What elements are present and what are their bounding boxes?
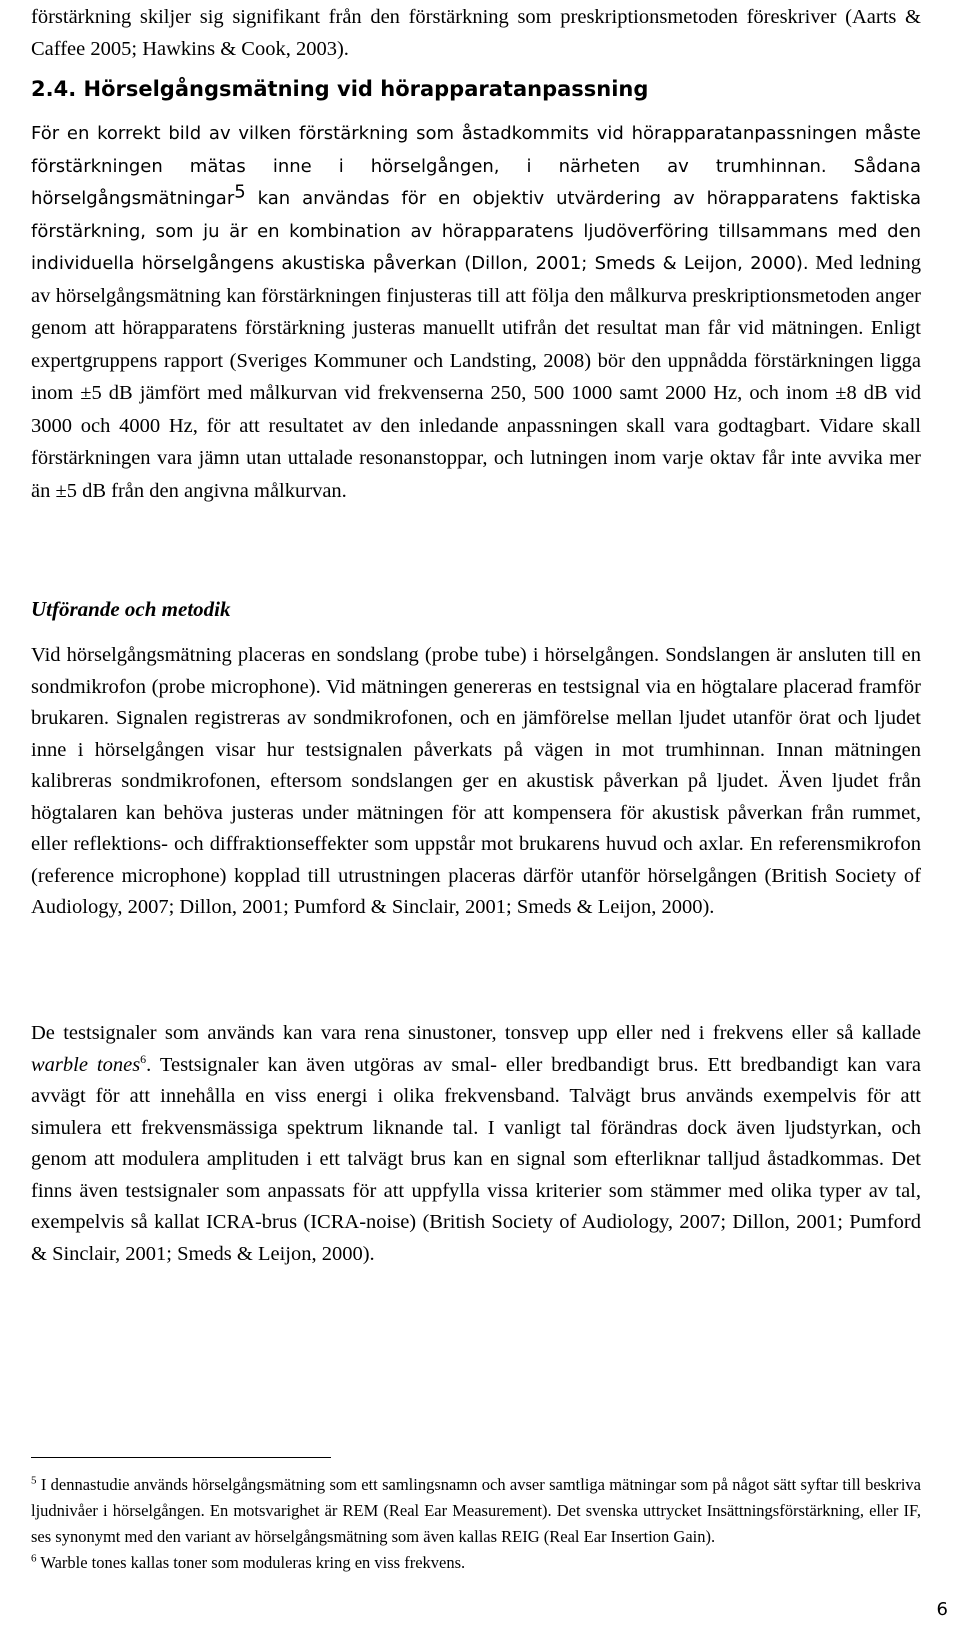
footnote-ref-6[interactable]: 6 xyxy=(140,1051,147,1066)
paragraph-text-serif: Med ledning av hörselgångsmätning kan förstärkningen finjusteras till att följa den målkurva preskriptionsmetoden anger genom att hörapparatens förstärkning justeras manuellt utifrån det resultat man får vid mätningen. Enligt expertgruppens rapport (Sveriges Kommuner och Landsting, 2008) bör den uppnådda förstärkningen ligga inom ±5 dB jämfört med målkurvan vid frekvenserna 250, 500 1000 samt 2000 Hz, och inom ±8 dB vid 3000 och 4000 Hz, för att resultatet av den inledande anpassningen skall vara godtagbart. Vidare skall förstärkningen vara jämn utan uttalade resonanstoppar, och lutningen inom varje oktav får inte avvika mer än ±5 dB från den angivna målkurvan. xyxy=(31,252,921,502)
paragraph-hearing-measurement xyxy=(31,118,921,508)
paragraph-text: De testsignaler som används kan vara rena sinustoner, tonsvep upp eller ned i frekvens eller så kallade xyxy=(31,1022,921,1044)
footnotes xyxy=(31,1472,921,1576)
footnote-divider xyxy=(31,1457,331,1458)
paragraph-text-2: . Testsignaler kan även utgöras av smal- eller bredbandigt brus. Ett bredbandigt kan vara avvägt för att innehålla en viss energi i olika frekvensband. Talvägt brus används exempelvis för att simulera ett frekvensmässiga spektrum liknande tal. I vanligt tal förändras dock även ljudstyrkan, och genom att modulera amplituden i ett talvägt brus kan en signal som efterliknar talljud åstadkommas. Det finns även testsignaler som anpassats för att uppfylla vissa kriterier som stämmer med olika typer av tal, exempelvis så kallat ICRA-brus (ICRA-noise) (British Society of Audiology, 2007; Dillon, 2001; Pumford & Sinclair, 2001; Smeds & Leijon, 2000). xyxy=(31,1053,922,1265)
footnote-mark: 5 xyxy=(31,1474,37,1487)
paragraph-text-sans: För en korrekt bild av vilken förstärkning som åstadkommits vid hörapparatanpassningen måste förstärkningen mätas inne i hörselgången, i närheten av trumhinnan. Sådana hörselgångsmätningar xyxy=(31,123,921,209)
paragraph-method: Vid hörselgångsmätning placeras en sondslang (probe tube) i hörselgången. Sondslangen är ansluten till en sondmikrofon (probe microphone). Vid mätningen genereras en testsignal via en högtalare placerad framför brukaren. Signalen registreras av sondmikrofonen, och en jämförelse mellan ljudet utanför örat och ljudet inne i hörselgången visar hur testsignalen påverkats på vägen in mot trumhinnan. Innan mätningen kalibreras sondmikrofonen, eftersom sondslangen ger en akustisk påverkan på ljudet. Även ljudet från högtalaren kan behöva justeras under mätningen för att kompensera för akustisk påverkan från rummet, eller reflektions- och diffraktionseffekter som uppstår mot brukarens huvud och axlar. En referensmikrofon (reference microphone) kopplad till utrustningen placeras därför utanför hörselgången (British Society of Audiology, 2007; Dillon, 2001; Pumford & Sinclair, 2001; Smeds & Leijon, 2000). xyxy=(31,644,921,918)
footnote-6 xyxy=(31,1550,921,1576)
footnote-text: I dennastudie används hörselgångsmätning som ett samlingsnamn och avser samtliga mätningar som på något sätt syftar till beskriva ljudnivåer i hörselgången. En motsvarighet är REM (Real Ear Measurement). Det svenska uttrycket Insättningsförstärkning, eller IF, ses synonymt med den variant av hörselgångsmätning som även kallas REIG (Real Ear Insertion Gain). xyxy=(31,1475,921,1546)
footnote-5 xyxy=(31,1472,921,1550)
footnote-text: Warble tones kallas toner som moduleras kring en viss frekvens. xyxy=(36,1553,466,1572)
subheading-method: Utförande och metodik xyxy=(31,597,231,621)
footnote-ref-5[interactable]: 5 xyxy=(234,181,246,203)
section-heading: 2.4. Hörselgångsmätning vid hörapparatanpassning xyxy=(31,77,649,101)
page-number: 6 xyxy=(936,1599,948,1620)
paragraph-test-signals xyxy=(31,1018,921,1270)
italic-term: warble tones xyxy=(31,1053,141,1076)
paragraph-text-sans-2: kan användas för en objektiv utvärdering av hörapparatens faktiska förstärkning, som ju är en kombination av hörapparatens ljudöverföring tillsammans med den individuella hörselgångens akustiska påverkan (Dillon, 2001; Smeds & Leijon, 2000). xyxy=(31,188,921,274)
paragraph-continued: förstärkning skiljer sig signifikant från den förstärkning som preskriptionsmetoden föreskriver (Aarts & Caffee 2005; Hawkins & Cook, 2003). xyxy=(31,6,921,60)
footnote-mark: 6 xyxy=(31,1552,37,1565)
